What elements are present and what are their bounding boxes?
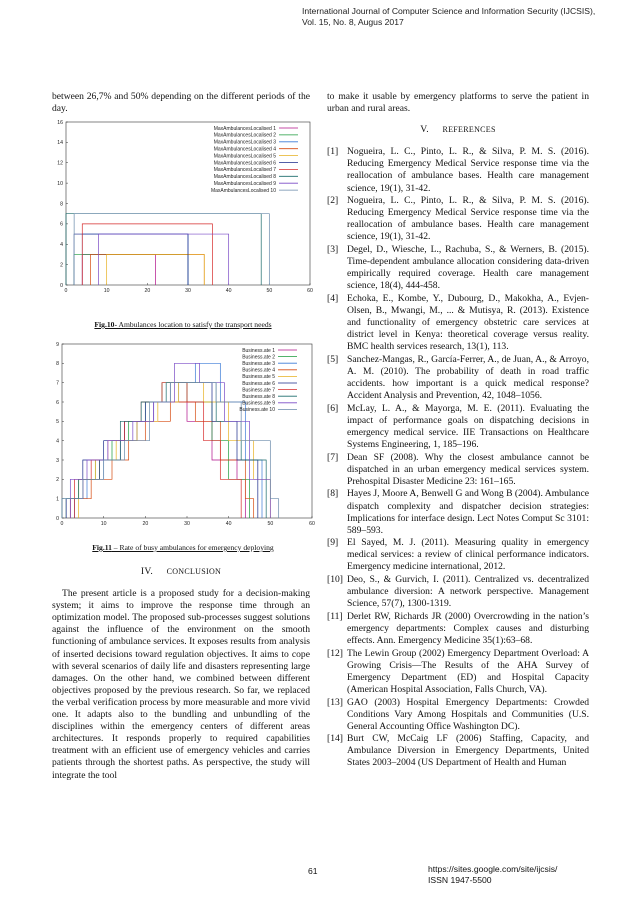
reference-item bbox=[327, 293, 589, 353]
legend-label: MaxAmbulancesLocalised 10 bbox=[210, 187, 276, 194]
reference-text: Derlet RW, Richards JR (2000) Overcrowding in the nation’s emergency departments: Complex causes and disturbing effects. Ann. Emergency Medicine 35(1):63–68. bbox=[347, 610, 589, 647]
reference-number: [9] bbox=[327, 537, 339, 549]
reference-item bbox=[327, 537, 589, 573]
reference-number: [4] bbox=[327, 292, 339, 304]
fig10-caption-label: Fig.10- bbox=[94, 320, 117, 329]
series-line bbox=[66, 383, 258, 518]
y-tick-label: 4 bbox=[60, 242, 63, 249]
fig11-caption bbox=[52, 543, 314, 552]
legend-label: MaxAmbulancesLocalised 5 bbox=[213, 153, 276, 160]
references-list bbox=[327, 146, 589, 769]
y-tick-label: 12 bbox=[57, 160, 63, 167]
reference-item bbox=[327, 697, 589, 733]
legend-label: Business.ate 5 bbox=[242, 374, 275, 381]
legend-label: MaxAmbulancesLocalised 4 bbox=[213, 146, 276, 153]
reference-text: Deo, S., & Gurvich, I. (2011). Centralized vs. decentralized ambulance diversion: A network perspective. Management Science, 57(7), 1300-1319. bbox=[347, 574, 589, 610]
y-tick-label: 3 bbox=[56, 457, 59, 464]
y-tick-label: 10 bbox=[57, 180, 63, 187]
legend-label: Business.ate 2 bbox=[242, 354, 275, 361]
reference-item bbox=[327, 354, 589, 402]
y-tick-label: 8 bbox=[60, 201, 63, 208]
conclusion-paragraph: The present article is a proposed study for a decision-making system; it aims to improve the response time through an optimization model. The proposed sub-processes suggest solutions against the influence of the environment on the smooth functioning of ambulance services. It exposes results from analysis of inserted decisions toward regulation objectives. It aims to cope with several scenarios of daily life and disasters representing large damages. On the other hand, we combined between different objectives proposed by the previous research. So far, we replaced the verbal verification process by more measurable and more vivid one. It adapts also to the bundling and unbundling of the disciplines within the emergency centers of different areas architectures. It responds properly to required capabilities treatment with an efficient use of emergency vehicles and carries patients through the shortest paths. As perspective, the study will integrate the tool bbox=[52, 588, 310, 781]
series-line bbox=[74, 234, 188, 285]
reference-text: Nogueira, L. C., Pinto, L. R., & Silva, P. M. S. (2016). Reducing Emergency Medical Service response time via the reallocation of ambulance bases. Health care management science, 19(1), 31-42. bbox=[347, 195, 589, 243]
references-title: REFERENCES bbox=[442, 125, 496, 135]
y-tick-label: 1 bbox=[56, 496, 59, 503]
series-line bbox=[99, 234, 229, 285]
legend-label: Business.ate 1 bbox=[242, 347, 275, 354]
reference-number: [3] bbox=[327, 244, 339, 256]
y-tick-label: 0 bbox=[56, 515, 59, 522]
legend-label: Business.ate 4 bbox=[242, 367, 275, 374]
conclusion-title: CONCLUSION bbox=[166, 567, 222, 576]
reference-text: GAO (2003) Hospital Emergency Departments: Crowded Conditions Vary Among Hospitals and Communities (U.S. General Accounting Office Washington DC). bbox=[347, 696, 589, 732]
y-tick-label: 7 bbox=[56, 380, 59, 387]
footer-issn: ISSN 1947-5500 bbox=[428, 875, 492, 885]
y-tick-label: 6 bbox=[60, 221, 63, 228]
series-line bbox=[90, 254, 204, 285]
x-tick-label: 60 bbox=[309, 521, 315, 527]
fig11-caption-text: – Rate of busy ambulances for emergency deploying bbox=[111, 543, 274, 552]
x-tick-label: 50 bbox=[267, 521, 274, 527]
legend-label: MaxAmbulancesLocalised 8 bbox=[213, 174, 276, 181]
x-tick-label: 30 bbox=[185, 288, 191, 294]
y-tick-label: 6 bbox=[56, 399, 59, 406]
reference-number: [6] bbox=[327, 402, 339, 414]
fig11-chart bbox=[52, 340, 314, 530]
series-line bbox=[82, 234, 188, 285]
reference-number: [2] bbox=[327, 195, 339, 207]
header-line-1: International Journal of Computer Science and Information Security (IJCSIS), bbox=[302, 6, 596, 16]
reference-number: [10] bbox=[327, 574, 343, 586]
conclusion-heading bbox=[52, 566, 310, 578]
reference-text: Degel, D., Wiesche, L., Rachuba, S., & Werners, B. (2015). Time-dependent ambulance allocation considering data-driven empirically required coverage. Health care management science, 18(4), 444-458. bbox=[347, 244, 589, 292]
legend-label: Business.ate 10 bbox=[239, 407, 275, 414]
legend-label: MaxAmbulancesLocalised 6 bbox=[213, 160, 276, 167]
reference-item bbox=[327, 403, 589, 451]
right-column bbox=[327, 91, 589, 770]
references-heading bbox=[327, 124, 589, 136]
reference-text: Hayes J, Moore A, Benwell G and Wong B (2004). Ambulance dispatch complexity and dispatcher decision strategies: Implications for interface design. Lect Notes Comput Sc 3101: 589–593. bbox=[347, 488, 589, 536]
reference-text: Sanchez-Mangas, R., García-Ferrer, A., de Juan, A., & Arroyo, A. M. (2010). The probability of death in road traffic accidents. how important is a quick medical response? Accident Analysis and Prevention, 42, 1048–1056. bbox=[347, 353, 589, 402]
y-tick-label: 8 bbox=[56, 361, 59, 368]
fig10-caption-text: Ambulances location to satisfy the transport needs bbox=[116, 320, 272, 329]
series-line bbox=[66, 214, 261, 285]
page-number: 61 bbox=[308, 866, 318, 876]
reference-item bbox=[327, 648, 589, 696]
header-line-2: Vol. 15, No. 8, Augus 2017 bbox=[302, 17, 404, 27]
reference-number: [5] bbox=[327, 353, 339, 365]
legend-label: Business.ate 7 bbox=[242, 387, 275, 394]
series-line bbox=[82, 254, 155, 285]
right-intro-paragraph: to make it usable by emergency platforms to serve the patient in urban and rural areas. bbox=[327, 91, 589, 115]
reference-text: Echoka, E., Kombe, Y., Dubourg, D., Makokha, A., Evjen-Olsen, B., Mwangi, M., ... & Mutisya, R. (2013). Existence and functionality of emergency obstetric care services at district level in Kenya: theoretical coverage versus reality. BMC health services research, 13(1), 113. bbox=[347, 292, 589, 353]
x-tick-label: 20 bbox=[144, 288, 151, 294]
y-tick-label: 9 bbox=[56, 341, 59, 348]
reference-item bbox=[327, 146, 589, 194]
x-tick-label: 20 bbox=[142, 521, 149, 527]
reference-number: [12] bbox=[327, 647, 343, 659]
legend-label: MaxAmbulancesLocalised 3 bbox=[213, 139, 276, 146]
y-tick-label: 2 bbox=[60, 262, 63, 269]
left-intro-paragraph: between 26,7% and 50% depending on the different periods of the day. bbox=[52, 91, 310, 115]
fig11-caption-label: Fig.11 bbox=[92, 543, 112, 552]
reference-number: [13] bbox=[327, 696, 343, 708]
fig10-caption bbox=[52, 320, 314, 329]
x-tick-label: 0 bbox=[60, 521, 64, 527]
conclusion-number: IV. bbox=[140, 566, 154, 577]
figure-10 bbox=[52, 118, 314, 296]
x-tick-label: 30 bbox=[184, 521, 190, 527]
series-line bbox=[74, 214, 269, 285]
legend-label: Business.ate 3 bbox=[242, 361, 275, 367]
y-tick-label: 16 bbox=[57, 119, 63, 126]
reference-text: McLay, L. A., & Mayorga, M. E. (2011). Evaluating the impact of performance goals on dispatching decisions in emergency medical service. IIE Transactions on Healthcare Systems Engineering, 1, 185–196. bbox=[347, 402, 589, 451]
reference-text: Nogueira, L. C., Pinto, L. R., & Silva, P. M. S. (2016). Reducing Emergency Medical Service response time via the reallocation of ambulance bases. Health care management science, 19(1), 31-42. bbox=[347, 146, 589, 194]
y-tick-label: 14 bbox=[57, 140, 63, 147]
x-tick-label: 0 bbox=[64, 288, 68, 294]
x-tick-label: 40 bbox=[225, 288, 232, 294]
x-tick-label: 50 bbox=[266, 288, 273, 294]
reference-text: The Lewin Group (2002) Emergency Department Overload: A Growing Crisis—The Results of the AHA Survey of Emergency Department (ED) and Hospital Capacity (American Hospital Association, Falls Church, VA). bbox=[347, 647, 589, 695]
figure-11 bbox=[52, 340, 314, 530]
legend-label: MaxAmbulancesLocalised 2 bbox=[213, 132, 276, 139]
x-tick-label: 40 bbox=[225, 521, 232, 527]
reference-item bbox=[327, 574, 589, 610]
y-tick-label: 0 bbox=[60, 282, 63, 289]
reference-item bbox=[327, 488, 589, 536]
series-line bbox=[62, 383, 266, 518]
reference-number: [1] bbox=[327, 146, 339, 158]
reference-text: Dean SF (2008). Why the closest ambulance cannot be dispatched in an urban emergency medical services system. Prehospital Disaster Medicine 23: 161–165. bbox=[347, 451, 589, 487]
reference-text: El Sayed, M. J. (2011). Measuring quality in emergency medical services: a review of clinical performance indicators. Emergency medicine international, 2012. bbox=[347, 537, 589, 573]
reference-item bbox=[327, 611, 589, 647]
reference-number: [7] bbox=[327, 451, 339, 463]
y-tick-label: 5 bbox=[56, 419, 59, 426]
reference-item bbox=[327, 452, 589, 488]
legend-label: MaxAmbulancesLocalised 1 bbox=[213, 125, 276, 132]
y-tick-label: 2 bbox=[56, 477, 59, 484]
x-tick-label: 60 bbox=[307, 288, 313, 294]
reference-item bbox=[327, 195, 589, 243]
reference-number: [11] bbox=[327, 610, 343, 622]
conclusion-section bbox=[52, 566, 310, 782]
reference-number: [14] bbox=[327, 733, 343, 745]
x-tick-label: 10 bbox=[100, 521, 107, 527]
fig10-chart bbox=[52, 118, 314, 296]
series-line bbox=[74, 254, 188, 285]
footer-info bbox=[428, 864, 557, 886]
legend-label: MaxAmbulancesLocalised 7 bbox=[213, 167, 276, 174]
reference-number: [8] bbox=[327, 488, 339, 500]
reference-item bbox=[327, 244, 589, 292]
legend-label: Business.ate 9 bbox=[242, 400, 275, 407]
legend-label: Business.ate 8 bbox=[242, 394, 275, 400]
y-tick-label: 4 bbox=[56, 438, 59, 445]
footer-url[interactable]: https://sites.google.com/site/ijcsis/ bbox=[428, 864, 558, 874]
legend-label: MaxAmbulancesLocalised 9 bbox=[213, 181, 276, 187]
journal-header bbox=[302, 6, 595, 28]
references-number: V. bbox=[420, 124, 429, 136]
legend-label: Business.ate 6 bbox=[242, 380, 275, 387]
reference-text: Burt CW, McCaig LF (2006) Staffing, Capacity, and Ambulance Diversion in Emergency Departments, United States 2003–2004 (US Department of Health and Human bbox=[347, 733, 589, 769]
reference-item bbox=[327, 733, 589, 769]
x-tick-label: 10 bbox=[103, 288, 110, 294]
